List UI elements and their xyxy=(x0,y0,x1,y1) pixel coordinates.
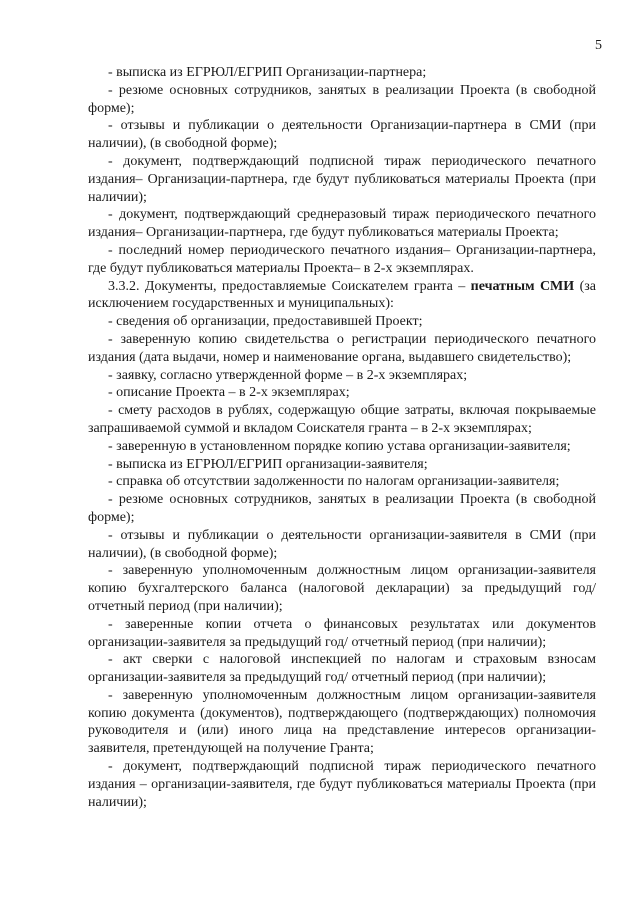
list-item: - смету расходов в рублях, содержащую общие затраты, включая покрываемые запрашиваемой суммой и вкладом Соискателя гранта – в 2-х экземплярах; xyxy=(88,403,596,436)
list-item: - выписка из ЕГРЮЛ/ЕГРИП организации-заявителя; xyxy=(108,456,428,472)
list-item: - документ, подтверждающий подписной тираж периодического печатного издания – организации-заявителя, где будут публиковаться материалы Проекта (при наличии); xyxy=(88,759,596,810)
list-item: - последний номер периодического печатного издания– Организации-партнера, где будут публиковаться материалы Проекта– в 2-х экземплярах. xyxy=(88,242,596,276)
list-item: - заверенную уполномоченным должностным лицом организации-заявителя копию бухгалтерского баланса (налоговой декларации) за предыдущий год/ отчетный период (при наличии); xyxy=(88,563,596,614)
list-item: - заявку, согласно утвержденной форме – в 2-х экземплярах; xyxy=(108,367,468,383)
list-item: - заверенную в установленном порядке копию устава организации-заявителя; xyxy=(108,438,571,454)
list-item: - выписка из ЕГРЮЛ/ЕГРИП Организации-партнера; xyxy=(108,65,427,80)
list-item: - резюме основных сотрудников, занятых в реализации Проекта (в свободной форме); xyxy=(88,82,596,116)
list-item: - акт сверки с налоговой инспекцией по налогам и страховым взносам организации-заявителя за предыдущий год/ отчетный период (при наличии); xyxy=(88,652,596,686)
section-heading-3-3-2 xyxy=(88,278,596,314)
list-item: - заверенную уполномоченным должностным лицом организации-заявителя копию документа (документов), подтверждающего (подтверждающих) полномочия руководителя и (или) иного лица на представление интересов организации-заявителя, претендующей на получение Гранта; xyxy=(88,687,596,757)
list-item: - отзывы и публикации о деятельности Организации-партнера в СМИ (при наличии), (в свободной форме); xyxy=(88,118,596,152)
list-item: - резюме основных сотрудников, занятых в реализации Проекта (в свободной форме); xyxy=(88,492,596,525)
document-body xyxy=(88,64,596,811)
list-item: - описание Проекта – в 2-х экземплярах; xyxy=(108,385,350,401)
list-item: - заверенные копии отчета о финансовых результатах или документов организации-заявителя за предыдущий год/ отчетный период (при наличии); xyxy=(88,616,596,650)
section-heading-tail: (за исключением государственных и муниципальных): xyxy=(88,278,596,312)
list-item: - заверенную копию свидетельства о регистрации периодического печатного издания (дата выдачи, номер и наименование органа, выдавшего свидетельство); xyxy=(88,331,596,365)
list-item: - документ, подтверждающий среднеразовый тираж периодического печатного издания– Организации-партнера, где будут публиковаться материалы Проекта; xyxy=(88,207,596,241)
list-item: - сведения об организации, предоставившей Проект; xyxy=(108,314,423,330)
list-item: - отзывы и публикации о деятельности организации-заявителя в СМИ (при наличии), (в свободной форме); xyxy=(88,527,596,561)
list-item: - справка об отсутствии задолженности по налогам организации-заявителя; xyxy=(108,474,560,490)
section-heading-emphasis: печатным СМИ xyxy=(470,278,575,294)
list-item: - документ, подтверждающий подписной тираж периодического печатного издания– Организации-партнера, где будут публиковаться материалы Проекта (при наличии); xyxy=(88,153,596,205)
page-number: 5 xyxy=(595,38,602,53)
section-heading-lead: 3.3.2. Документы, предоставляемые Соискателем гранта – xyxy=(108,278,471,294)
